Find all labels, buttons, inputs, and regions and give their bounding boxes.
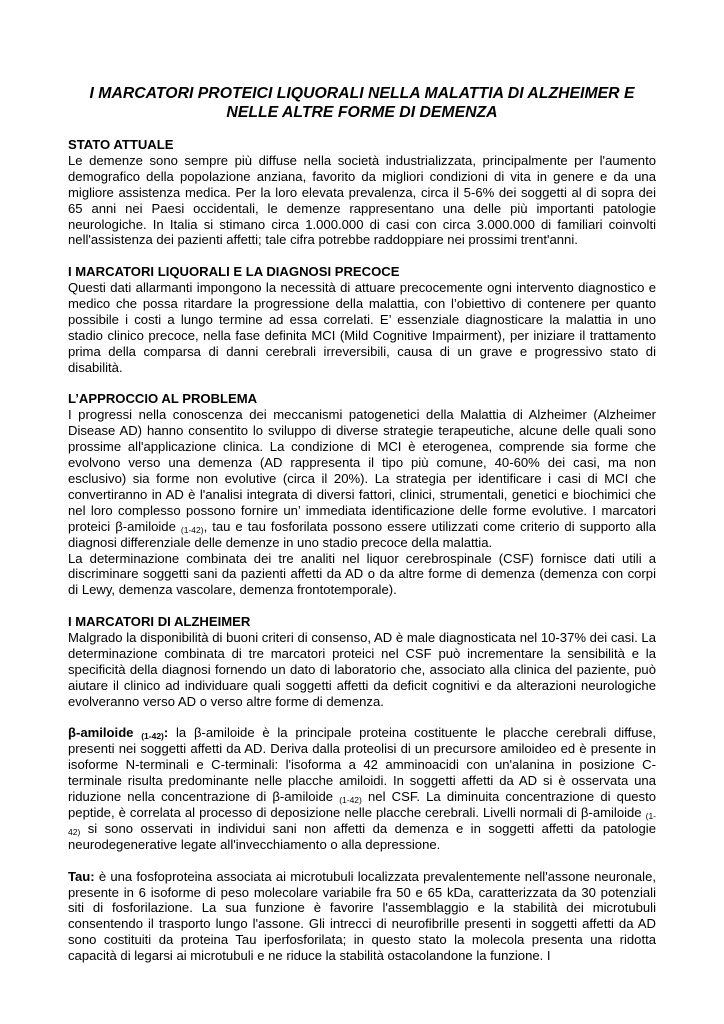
text-run: è una fosfoproteina associata ai microtubuli localizzata prevalentemente nell'assone neuronale, presente in 6 isoforme di peso molecolare variabile fra 50 e 65 kDa, caratterizzata da 30 potenziali siti di fosforilazione. La sua funzione è favorire l'assemblaggio e la stabilità dei microtubuli consentendo il trasporto lungo l'assone. Gli intrecci di neurofibrille presenti in soggetti affetti da AD sono costituiti da proteina Tau iperfosforilata; in questo stato la molecola presenta una ridotta capacità di legarsi ai microtubuli e ne riduce la stabilità ostacolandone la funzione. I	[68, 868, 656, 964]
document-title	[68, 84, 656, 122]
title-line-2: NELLE ALTRE FORME DI DEMENZA	[226, 104, 498, 121]
section-marcatori-alzheimer	[68, 614, 656, 709]
paragraph: Questi dati allarmanti impongono la necessità di attuare precocemente ogni intervento diagnostico e medico che possa ritardare la progressione della malattia, con l’obiettivo di contenere per quanto possibile i costi a lungo termine ad essa correlati. E’ essenziale diagnosticare la malattia in uno stadio clinico precoce, nella fase definita MCI (Mild Cognitive Impairment), per iniziare il trattamento prima della comparsa di danni cerebrali irreversibili, causa di un grave e progressivo stato di disabilità.	[68, 280, 656, 375]
term-colon: :	[163, 725, 169, 741]
paragraph: Malgrado la disponibilità di buoni criteri di consenso, AD è male diagnosticata nel 10-37% dei casi. La determinazione combinata di tre marcatori proteici nel CSF può incrementare la sensibilità e la specificità della diagnosi fornendo un dato di laboratorio che, associato alla clinica del paziente, può aiutare il clinico ad individuare quali soggetti affetti da deficit cognitivi e da alterazioni neurologiche evolveranno verso AD o verso altre forme di demenza.	[68, 630, 656, 709]
document-page	[68, 84, 656, 980]
section-heading: STATO ATTUALE	[68, 137, 174, 152]
subscript: (1-42)	[68, 811, 656, 837]
paragraph: Le demenze sono sempre più diffuse nella società industrializzata, principalmente per l'aumento demografico della popolazione anziana, favorito da migliori condizioni di vita in genere e da una migliore assistenza medica. Per la loro elevata prevalenza, circa il 5-6% dei soggetti al di sopra dei 65 anni nei Paesi occidentali, le demenze rappresentano una delle più importanti patologie neurologiche. In Italia si stimano circa 1.000.000 di casi con circa 3.000.000 di familiari coinvolti nell'assistenza dei pazienti affetti; tale cifra potrebbe raddoppiare nei prossimi trent'anni.	[68, 152, 656, 248]
subscript: (1-42)	[339, 795, 362, 806]
section-marcatori-diagnosi	[68, 264, 656, 375]
text-run: I progressi nella conoscenza dei meccanismi patogenetici della Malattia di Alzheimer (Alzheimer Disease AD) hanno consentito lo sviluppo di diverse strategie terapeutiche, alcune delle quali sono prossime all'applicazione clinica. La condizione di MCI è eterogenea, comprende sia forme che evolvono verso una demenza (AD rappresenta il tipo più comune, 40-60% dei casi, ma non esclusivo) sia forme non evolutive (circa il 20%). La strategia per identificare i casi di MCI che convertiranno in AD è l'analisi integrata di diversi fattori, clinici, strumentali, genetici e biochimici che nel loro complesso possono fornire un’ immediata identificazione delle forme evolutive. I marcatori proteici β-amiloide	[68, 407, 656, 534]
section-beta-amiloide	[68, 725, 656, 852]
section-stato-attuale	[68, 137, 656, 248]
subscript: (1-42)	[141, 731, 164, 742]
section-heading: I MARCATORI DI ALZHEIMER	[68, 614, 251, 630]
term-tau: Tau:	[68, 868, 95, 884]
paragraph	[68, 725, 656, 852]
text-run: si sono osservati in individui sani non affetti da demenza e in soggetti affetti da patologie neurodegenerative legate all'invecchiamento o alla depressione.	[68, 820, 656, 852]
paragraph	[68, 407, 656, 550]
text-run: la β-amiloide è la principale proteina costituente le placche cerebrali diffuse, presenti nei soggetti affetti da AD. Deriva dalla proteolisi di un precursore amiloideo ed è presente in isoforme N-terminali e C-terminali: l'isoforma a 42 amminoacidi con un'alanina in posizione C-terminale risulta predominante nelle placche amiloidi. In soggetti affetti da AD si è osservata una riduzione nella concentrazione di β-amiloide	[68, 725, 656, 805]
paragraph: La determinazione combinata dei tre analiti nel liquor cerebrospinale (CSF) fornisce dati utili a discriminare soggetti sani da pazienti affetti da AD o da altre forme di demenza (demenza con corpi di Lewy, demenza vascolare, demenza frontotemporale).	[68, 550, 656, 598]
term-label: β-amiloide	[68, 725, 134, 741]
section-approccio	[68, 391, 656, 598]
section-heading: I MARCATORI LIQUORALI E LA DIAGNOSI PRECOCE	[68, 264, 400, 280]
text-run: nel CSF. La diminuita concentrazione di questo peptide, è correlata al processo di deposizione nelle placche cerebrali. Livelli normali di β-amiloide	[68, 789, 656, 820]
term-beta-amiloide	[68, 725, 168, 740]
text-run: , tau e tau fosforilata possono essere utilizzati come criterio di supporto alla diagnosi differenziale delle demenze in uno stadio precoce della malattia.	[68, 518, 656, 550]
paragraph	[68, 869, 656, 964]
section-heading: L’APPROCCIO AL PROBLEMA	[68, 391, 258, 407]
subscript: (1-42)	[180, 524, 204, 535]
title-line-1: I MARCATORI PROTEICI LIQUORALI NELLA MALATTIA DI ALZHEIMER E	[89, 85, 635, 102]
section-tau	[68, 869, 656, 964]
